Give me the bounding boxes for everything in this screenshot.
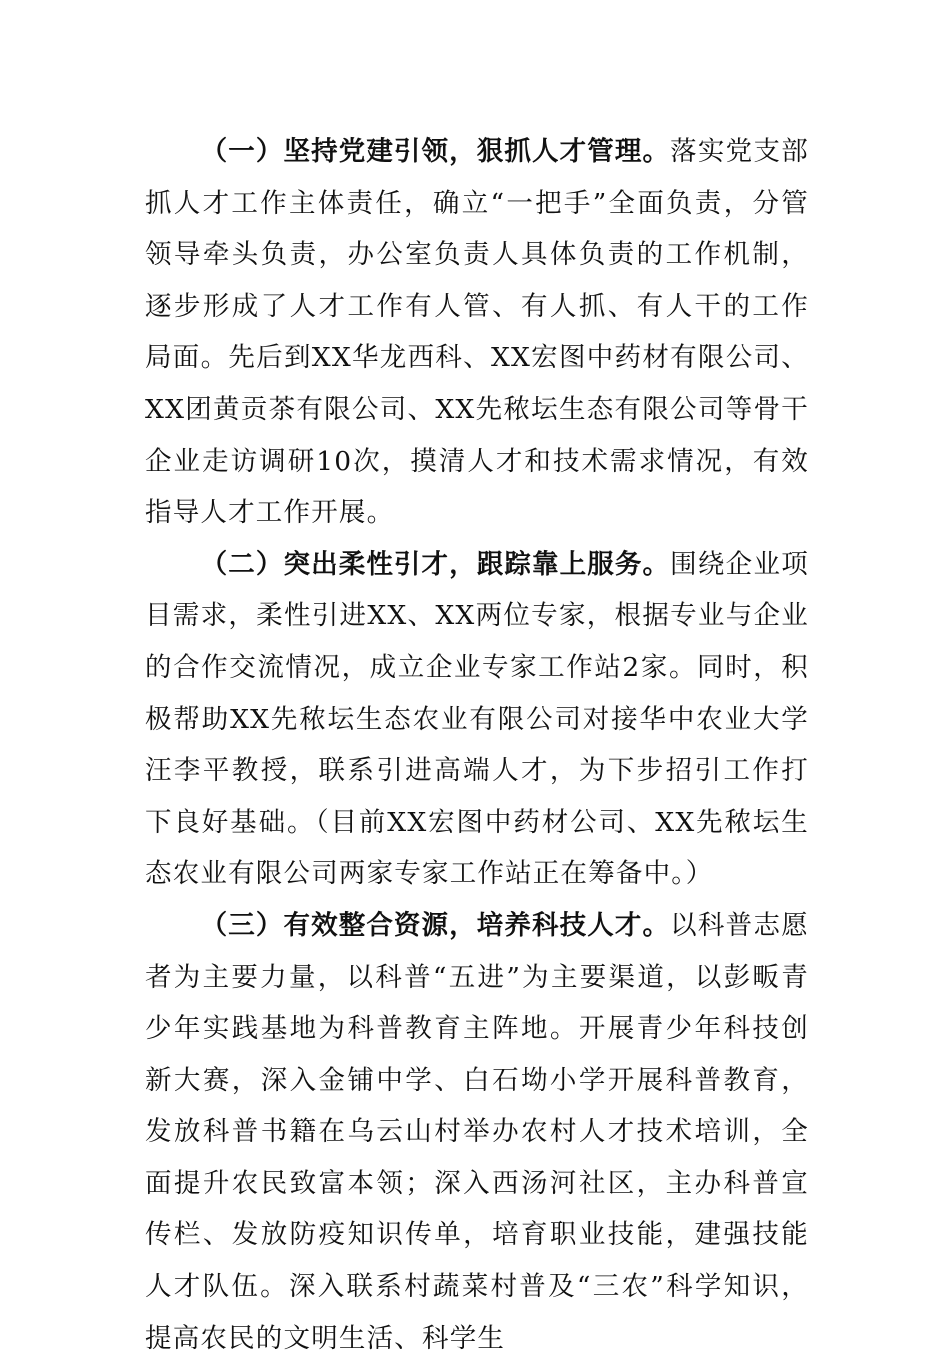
paragraph-2-heading: （二）突出柔性引才，跟踪靠上服务。 [200,548,671,580]
paragraph-3 [145,900,809,1364]
paragraph-2-text: 围绕企业项目需求，柔性引进XX、XX两位专家，根据专业与企业的合作交流情况，成立企业专家工作站2家。同时，积极帮助XX先秾坛生态农业有限公司对接华中农业大学汪李平教授，联系引进高端人才，为下步招引工作打下良好基础。（目前XX宏图中药材公司、XX先秾坛生态农业有限公司两家专家工作站正在筹备中。） [145,548,810,890]
paragraph-1-heading: （一）坚持党建引领，狠抓人才管理。 [200,136,671,167]
paragraph-1-text: 落实党支部抓人才工作主体责任，确立“一把手”全面负责，分管领导牵头负责，办公室负责人具体负责的工作机制，逐步形成了人才工作有人管、有人抓、有人干的工作局面。先后到XX华龙西科、XX宏图中药材有限公司、XX团黄贡茶有限公司、XX先秾坛生态有限公司等骨干企业走访调研10次，摸清人才和技术需求情况，有效指导人才工作开展。 [145,136,810,529]
paragraph-3-text: 以科普志愿者为主要力量，以科普“五进”为主要渠道，以彭畈青少年实践基地为科普教育主阵地。开展青少年科技创新大赛，深入金铺中学、白石坳小学开展科普教育，发放科普书籍在乌云山村举办农村人才技术培训，全面提升农民致富本领；深入西汤河社区，主办科普宣传栏、发放防疫知识传单，培育职业技能，建强技能人才队伍。深入联系村蔬菜村普及“三农”科学知识，提高农民的文明生活、科学生 [145,909,810,1354]
paragraph-1 [145,126,809,539]
document-body [145,126,809,1364]
paragraph-2 [145,539,809,900]
paragraph-3-heading: （三）有效整合资源，培养科技人才。 [200,909,671,941]
